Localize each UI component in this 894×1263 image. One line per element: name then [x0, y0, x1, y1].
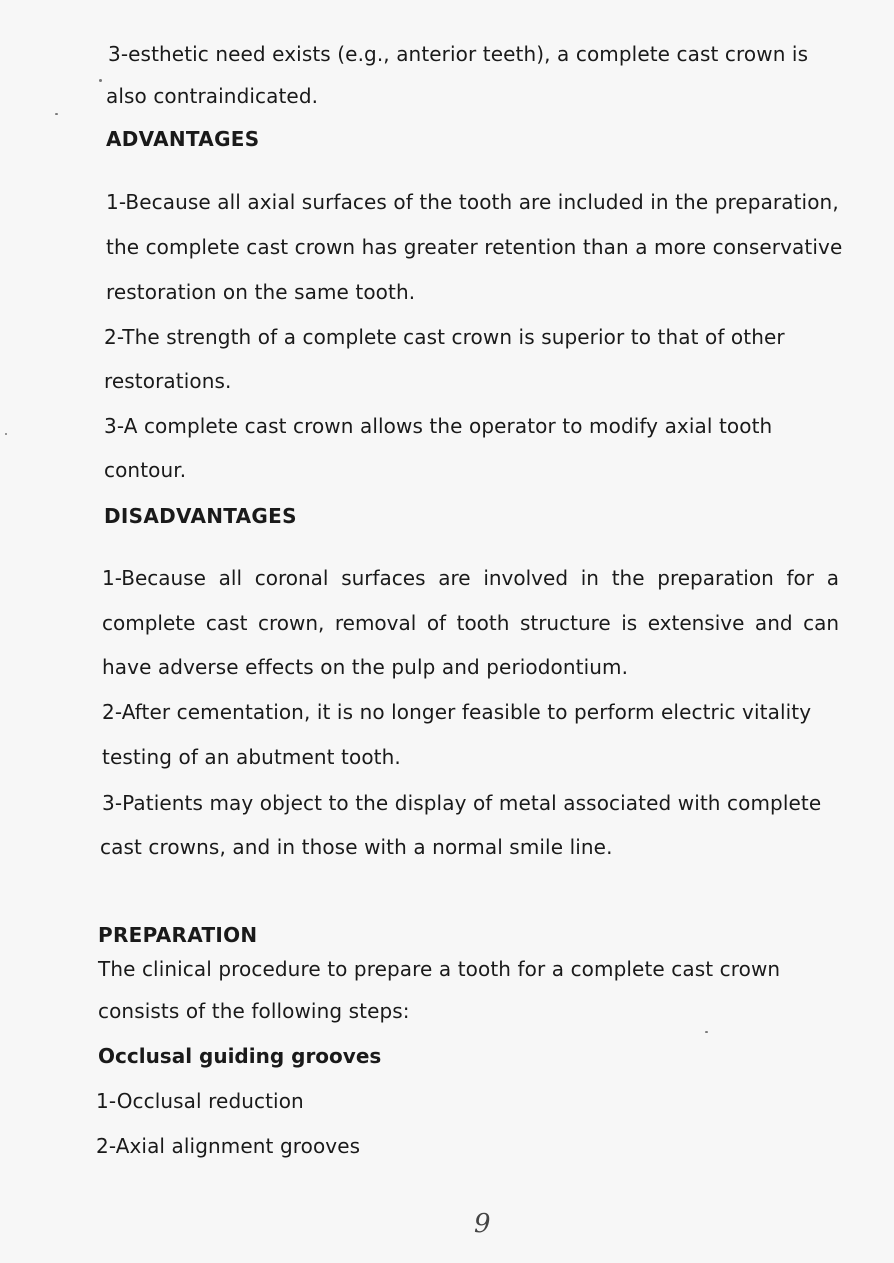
body-line: also contraindicated. [106, 84, 319, 108]
body-line: 1-Because all coronal surfaces are involved in the preparation for a [102, 566, 839, 590]
step-item: 1-Occlusal reduction [96, 1089, 304, 1113]
scan-speck [5, 433, 7, 435]
body-line: have adverse effects on the pulp and periodontium. [102, 655, 629, 679]
body-line: complete cast crown, removal of tooth structure is extensive and can [102, 611, 839, 635]
body-line: restoration on the same tooth. [106, 280, 416, 304]
body-line: contour. [104, 458, 187, 482]
body-line: 3-Patients may object to the display of metal associated with complete [102, 791, 822, 815]
section-heading-disadvantages: DISADVANTAGES [104, 504, 297, 528]
scan-speck [99, 79, 102, 82]
body-line: 2-The strength of a complete cast crown is superior to that of other [104, 325, 785, 349]
section-heading-preparation: PREPARATION [98, 923, 258, 947]
body-line: 3-A complete cast crown allows the operator to modify axial tooth [104, 414, 773, 438]
body-line: 3-esthetic need exists (e.g., anterior teeth), a complete cast crown is [108, 42, 809, 66]
body-line: cast crowns, and in those with a normal smile line. [100, 835, 613, 859]
body-line: testing of an abutment tooth. [102, 745, 401, 769]
body-line: 1-Because all axial surfaces of the tooth are included in the preparation, [106, 190, 839, 214]
body-line: the complete cast crown has greater retention than a more conservative [106, 235, 843, 259]
scan-speck [55, 113, 58, 115]
body-line: restorations. [104, 369, 232, 393]
body-line: 2-After cementation, it is no longer feasible to perform electric vitality [102, 700, 812, 724]
section-heading-advantages: ADVANTAGES [106, 127, 260, 151]
scan-speck [705, 1031, 708, 1033]
body-line: The clinical procedure to prepare a tooth for a complete cast crown [98, 957, 781, 981]
subheading-occlusal-guiding-grooves: Occlusal guiding grooves [98, 1044, 382, 1068]
page-number: 9 [474, 1209, 491, 1239]
step-item: 2-Axial alignment grooves [96, 1134, 361, 1158]
body-line: consists of the following steps: [98, 999, 410, 1023]
